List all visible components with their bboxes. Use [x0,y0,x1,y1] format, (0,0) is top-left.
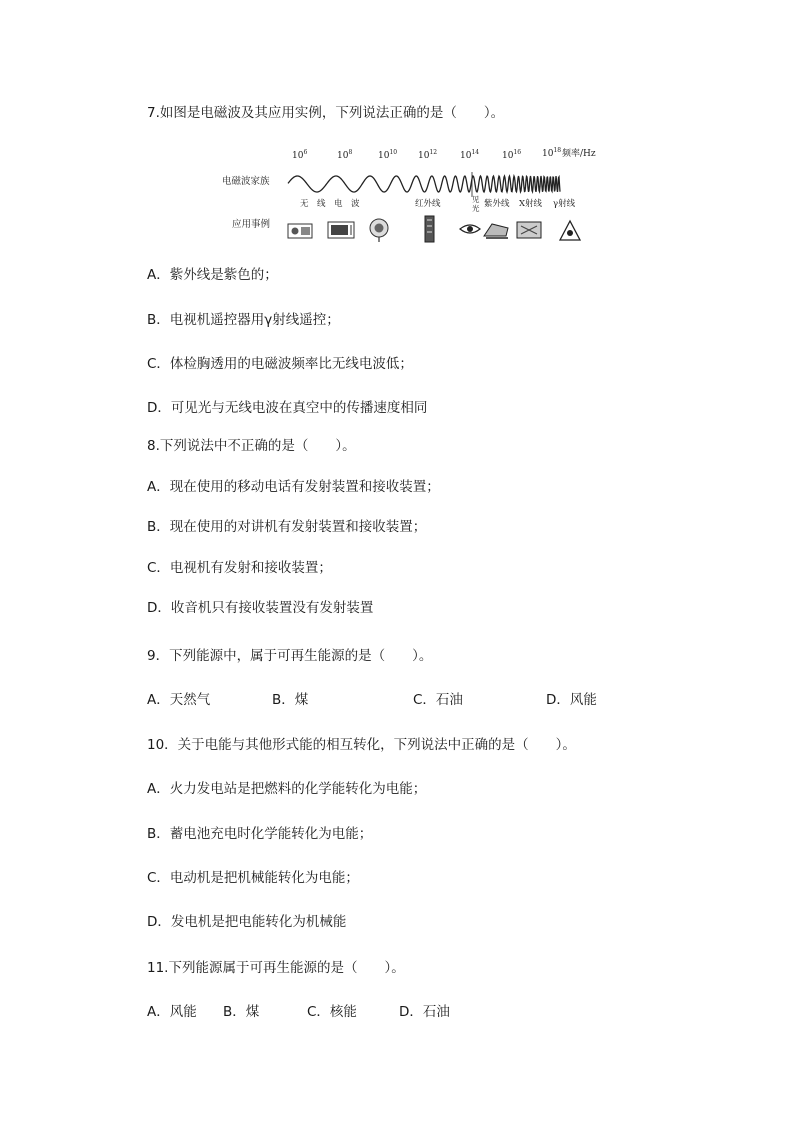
em-spectrum-svg [222,142,596,246]
em-wave [288,176,560,192]
row-label-examples: 应用事例 [232,219,271,230]
radio-set-icon [288,224,312,238]
band-radio: 无 线 电 波 [300,199,360,209]
uv-lamp-icon [484,224,508,238]
q8-option-a: A．现在使用的移动电话有发射装置和接收装置； [147,479,440,495]
tick-1e12: $10^{12}$ [418,149,438,161]
q7-option-c: C．体检胸透用的电磁波频率比无线电波低； [147,356,413,372]
q9-option-d: D．风能 [546,692,597,708]
q7-option-d: D．可见光与无线电波在真空中的传播速度相同 [147,400,428,416]
band-infrared: 红外线 [415,199,441,209]
band-visible-2: 光 [472,204,480,213]
q9-option-a: A．天然气 [147,692,211,708]
question-11-stem: 11.下列能源属于可再生能源的是（ ）。 [147,960,405,976]
band-visible-1: 见 [472,195,480,204]
q11-option-b: B．煤 [223,1004,260,1020]
q8-option-c: C．电视机有发射和接收装置； [147,560,332,576]
tick-1e10: $10^{10}$ [378,149,398,161]
tick-1e8: $10^8$ [337,149,353,161]
frequency-unit: 频率/Hz [562,149,596,159]
q10-option-a: A．火力发电站是把燃料的化学能转化为电能； [147,781,427,797]
q9-options [147,691,607,709]
q11-option-c: C．核能 [307,1004,357,1020]
question-8-stem: 8.下列说法中不正确的是（ ）。 [147,438,356,454]
q9-option-c: C．石油 [413,692,463,708]
q10-option-c: C．电动机是把机械能转化为电能； [147,870,359,886]
q11-option-a: A．风能 [147,1004,197,1020]
radiation-warning-icon [560,221,580,240]
q10-option-d: D．发电机是把电能转化为机械能 [147,914,347,930]
q7-option-b: B．电视机遥控器用γ射线遥控； [147,312,340,328]
question-10-stem: 10．关于电能与其他形式能的相互转化，下列说法中正确的是（ ）。 [147,737,576,753]
infrared-heater-icon [425,216,434,242]
tick-1e18: $10^{18}$ [542,147,562,159]
xray-image-icon [517,222,541,238]
tick-1e14: $10^{14}$ [460,149,480,161]
tick-1e6: $10^6$ [292,149,308,161]
q11-options [147,1003,467,1021]
tv-set-icon [328,222,354,238]
q8-option-d: D．收音机只有接收装置没有发射装置 [147,600,374,616]
q11-option-d: D．石油 [399,1004,450,1020]
q8-option-b: B．现在使用的对讲机有发射装置和接收装置； [147,519,427,535]
q9-option-b: B．煤 [272,692,309,708]
row-label-em-family: 电磁波家族 [222,176,270,187]
band-ultraviolet: 紫外线 [484,199,510,209]
em-spectrum-figure [222,142,596,246]
eye-icon [460,225,480,233]
question-7-stem: 7.如图是电磁波及其应用实例，下列说法正确的是（ ）。 [147,105,505,121]
q10-option-b: B．蓄电池充电时化学能转化为电能； [147,826,373,842]
q7-option-a: A．紫外线是紫色的； [147,267,278,283]
question-9-stem: 9．下列能源中，属于可再生能源的是（ ）。 [147,648,433,664]
band-gamma: γ射线 [553,199,576,209]
band-xray: X射线 [519,199,543,209]
tick-1e16: $10^{16}$ [502,149,522,161]
frequency-ticks [292,147,596,161]
satellite-dish-icon [370,219,388,242]
